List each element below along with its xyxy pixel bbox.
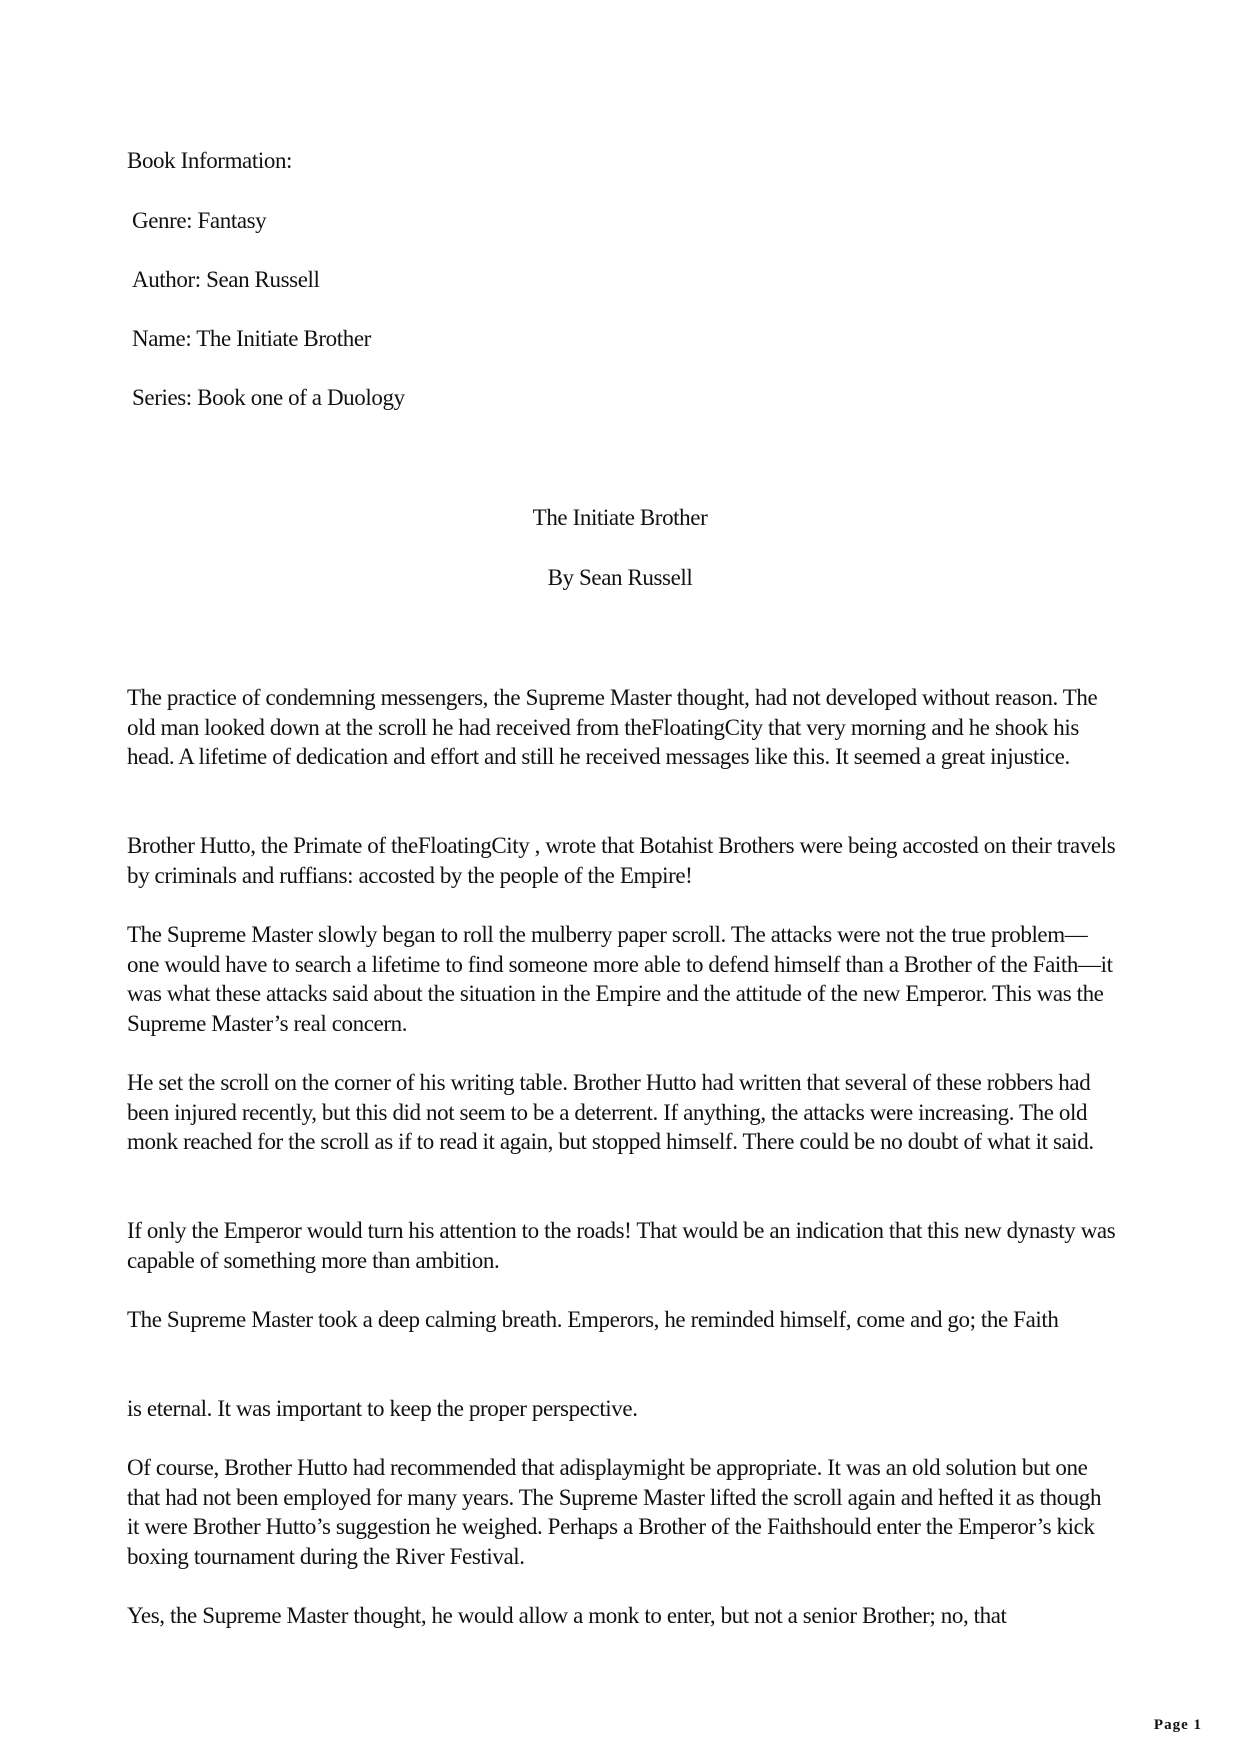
- paragraph-6: The Supreme Master took a deep calming breath. Emperors, he reminded himself, come and go; the Faith: [127, 1307, 1059, 1332]
- paragraph-2: Brother Hutto, the Primate of theFloatingCity , wrote that Botahist Brothers were being accosted on their travels by criminals and ruffians: accosted by the people of the Empire!: [127, 833, 1116, 888]
- paragraph-4: He set the scroll on the corner of his writing table. Brother Hutto had written that several of these robbers had been injured recently, but this did not seem to be a deterrent. If anything, the attacks were increasing. The old monk reached for the scroll as if to read it again, but stopped himself. There could be no doubt of what it said.: [127, 1070, 1094, 1154]
- book-title: The Initiate Brother: [532, 505, 708, 530]
- paragraph-1: The practice of condemning messengers, the Supreme Master thought, had not developed without reason. The old man looked down at the scroll he had received from theFloatingCity that very morning and he shook his head. A lifetime of dedication and effort and still he received messages like this. It seemed a great injustice.: [127, 685, 1098, 769]
- name-line: Name: The Initiate Brother: [132, 326, 371, 351]
- genre-line: Genre: Fantasy: [132, 208, 267, 233]
- author-line: Author: Sean Russell: [132, 267, 320, 292]
- page-number: Page 1: [1153, 1717, 1202, 1733]
- series-line: Series: Book one of a Duology: [132, 385, 405, 410]
- paragraph-9: Yes, the Supreme Master thought, he would allow a monk to enter, but not a senior Brother; no, that: [127, 1603, 1007, 1628]
- paragraph-7: is eternal. It was important to keep the proper perspective.: [127, 1396, 638, 1421]
- paragraph-8: Of course, Brother Hutto had recommended that adisplaymight be appropriate. It was an old solution but one that had not been employed for many years. The Supreme Master lifted the scroll again and hefted it as though it were Brother Hutto’s suggestion he weighed. Perhaps a Brother of the Faithshould enter the Emperor’s kick boxing tournament during the River Festival.: [127, 1455, 1102, 1569]
- paragraph-3: The Supreme Master slowly began to roll the mulberry paper scroll. The attacks were not the true problem—one would have to search a lifetime to find someone more able to defend himself than a Brother of the Faith—it was what these attacks said about the situation in the Empire and the attitude of the new Emperor. This was the Supreme Master’s real concern.: [127, 922, 1113, 1036]
- paragraph-5: If only the Emperor would turn his attention to the roads! That would be an indication that this new dynasty was capable of something more than ambition.: [127, 1218, 1116, 1273]
- book-info-heading: Book Information:: [127, 148, 293, 173]
- byline: By Sean Russell: [547, 565, 693, 590]
